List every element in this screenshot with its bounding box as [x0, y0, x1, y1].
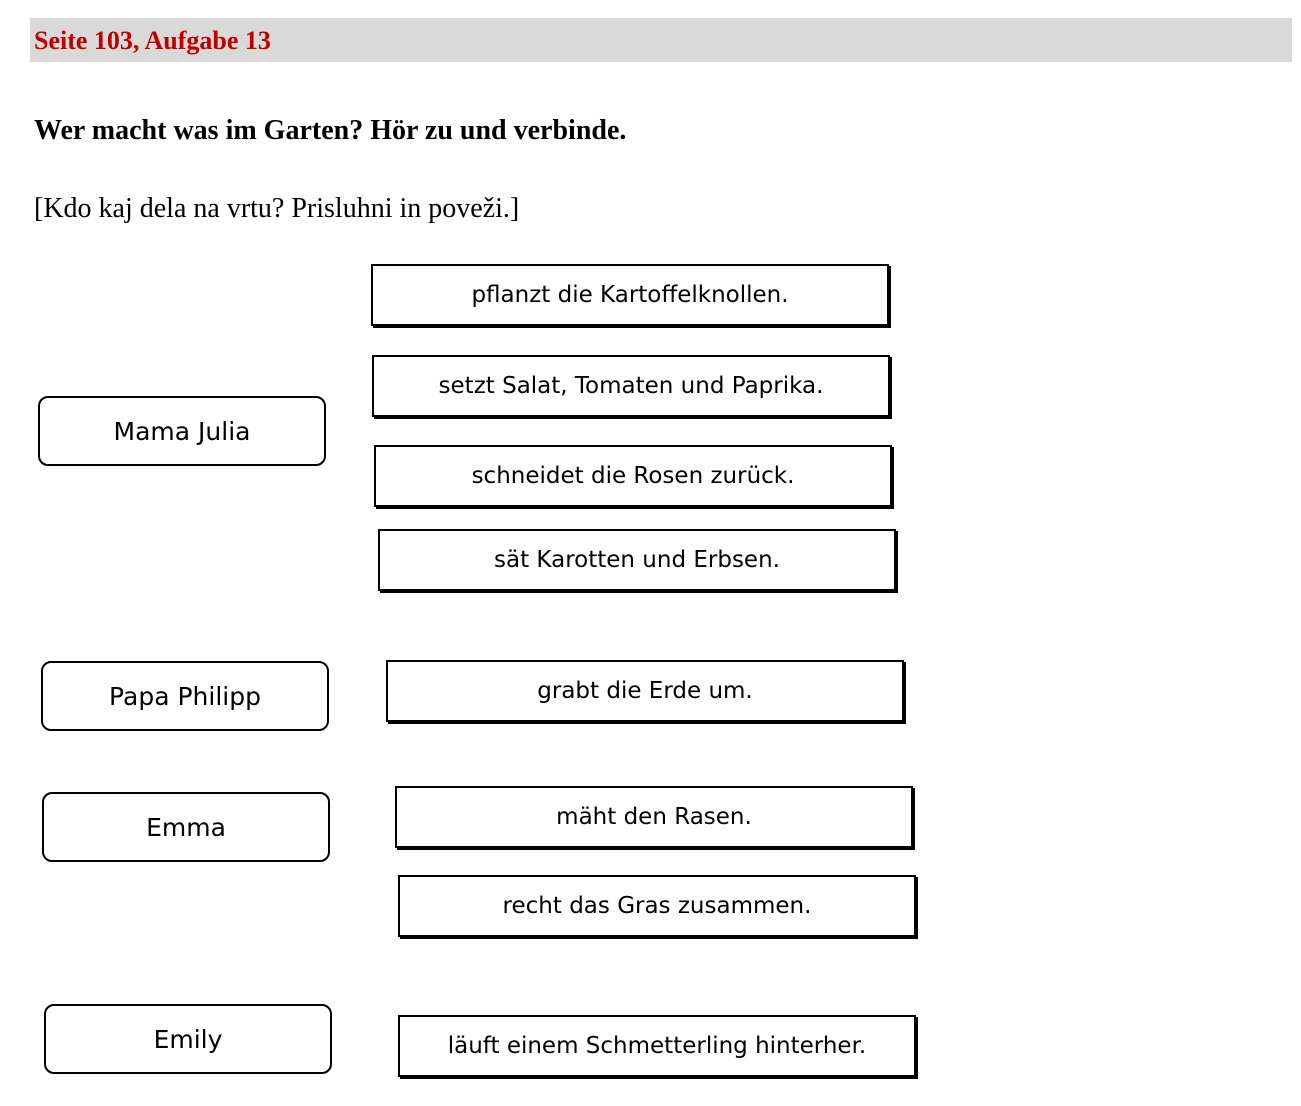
action-box[interactable]: setzt Salat, Tomaten und Paprika. [372, 355, 890, 417]
task-translation: [Kdo kaj dela na vrtu? Prisluhni in poveži.] [34, 193, 520, 224]
action-box[interactable]: sät Karotten und Erbsen. [378, 529, 896, 591]
action-box[interactable]: recht das Gras zusammen. [398, 875, 916, 937]
exercise-reference: Seite 103, Aufgabe 13 [34, 26, 271, 55]
person-box-emma[interactable]: Emma [42, 792, 330, 862]
person-box-emily[interactable]: Emily [44, 1004, 332, 1074]
person-box-mama-julia[interactable]: Mama Julia [38, 396, 326, 466]
action-box[interactable]: mäht den Rasen. [395, 786, 913, 848]
action-box[interactable]: grabt die Erde um. [386, 660, 904, 722]
person-box-papa-philipp[interactable]: Papa Philipp [41, 661, 329, 731]
action-box[interactable]: läuft einem Schmetterling hinterher. [398, 1015, 916, 1077]
action-box[interactable]: schneidet die Rosen zurück. [374, 445, 892, 507]
task-instruction: Wer macht was im Garten? Hör zu und verbinde. [34, 115, 627, 146]
action-box[interactable]: pflanzt die Kartoffelknollen. [371, 264, 889, 326]
